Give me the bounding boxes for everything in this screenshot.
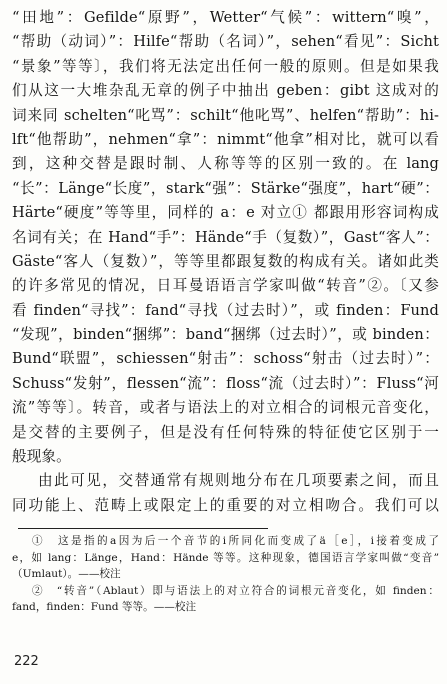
main-text (12, 6, 439, 518)
text-line: 们从这一大堆杂乱无章的例子中抽出 geben：gibt 这成对的 (12, 82, 439, 100)
footnote-divider (18, 528, 268, 529)
footnote-line: fand，finden：Fund 等等。——校注 (12, 601, 197, 614)
text-line: 的许多常见的情况，日耳曼语语言学家叫做“转音”②。〔又参 (12, 277, 439, 295)
text-line: 看 finden“寻找”：fand“寻找（过去时）”，或 finden：Fund (12, 301, 439, 319)
text-line: 词来同 schelten“叱骂”：schilt“他叱骂”、helfen“帮助”：hi- (12, 106, 439, 124)
text-line: 到，这种交替是跟时制、人称等等的区别一致的。在 lang (12, 155, 439, 173)
text-line: 般现象。 (12, 448, 71, 466)
text-line: 同功能上、范畴上或限定上的重要的对立相吻合。我们可以 (12, 496, 439, 514)
text-line: “发现”，binden“捆绑”：band“捆绑（过去时）”，或 binden： (12, 326, 439, 344)
text-line: “长”：Länge“长度”，stark“强”：Stärke“强度”，hart“硬”： (12, 179, 439, 197)
footnote-line: e，如 lang：Länge，Hand：Hände 等等。这种现象，德国语言学家叫做“变音” (12, 551, 439, 564)
text-line: “景象”等等〕，我们将无法定出任何一般的原则。但是如果我 (12, 57, 439, 75)
text-line: 是交替的主要例子，但是没有任何特殊的特征使它区别于一 (12, 423, 439, 441)
text-line: Bund“联盟”，schiessen“射击”：schoss“射击（过去时）”： (12, 350, 439, 368)
paragraph-start-line: 由此可见，交替通常有规则地分布在几项要素之间，而且 (38, 472, 439, 490)
footnote-line: （Umlaut）。——校注 (12, 568, 121, 581)
footnotes (12, 533, 439, 616)
page-number: 222 (14, 654, 39, 669)
text-line: “田地”：Gefilde“原野”，Wetter“气候”：wittern“嗅”， (12, 9, 439, 26)
text-line: 名词有关；在 Hand“手”：Hände“手（复数）”，Gast“客人”： (12, 228, 439, 246)
text-line: Härte“硬度”等等里，同样的 a：e 对立① 都跟用形容词构成 (12, 204, 439, 222)
text-line: “帮助（动词）”：Hilfe“帮助（名词）”，sehen“看见”：Sicht (12, 33, 439, 51)
footnote-line: ② “转音”（Ablaut）即与语法上的对立符合的词根元音变化，如 finden： (32, 584, 439, 597)
text-line: 流”等等〕。转音，或者与语法上的对立相合的词根元音变化， (12, 399, 439, 417)
footnote-line: ① 这是指的a因为后一个音节的i所同化而变成了ä［e］，i接着变成了 (32, 535, 439, 547)
text-line: Schuss“发射”，flessen“流”：floss“流（过去时）”：Fluss“河 (12, 374, 439, 392)
text-line: lft“他帮助”，nehmen“拿”：nimmt“他拿”相对比，就可以看 (12, 130, 439, 148)
text-line: Gäste“客人（复数）”，等等里都跟复数的构成有关。诸如此类 (12, 252, 439, 270)
